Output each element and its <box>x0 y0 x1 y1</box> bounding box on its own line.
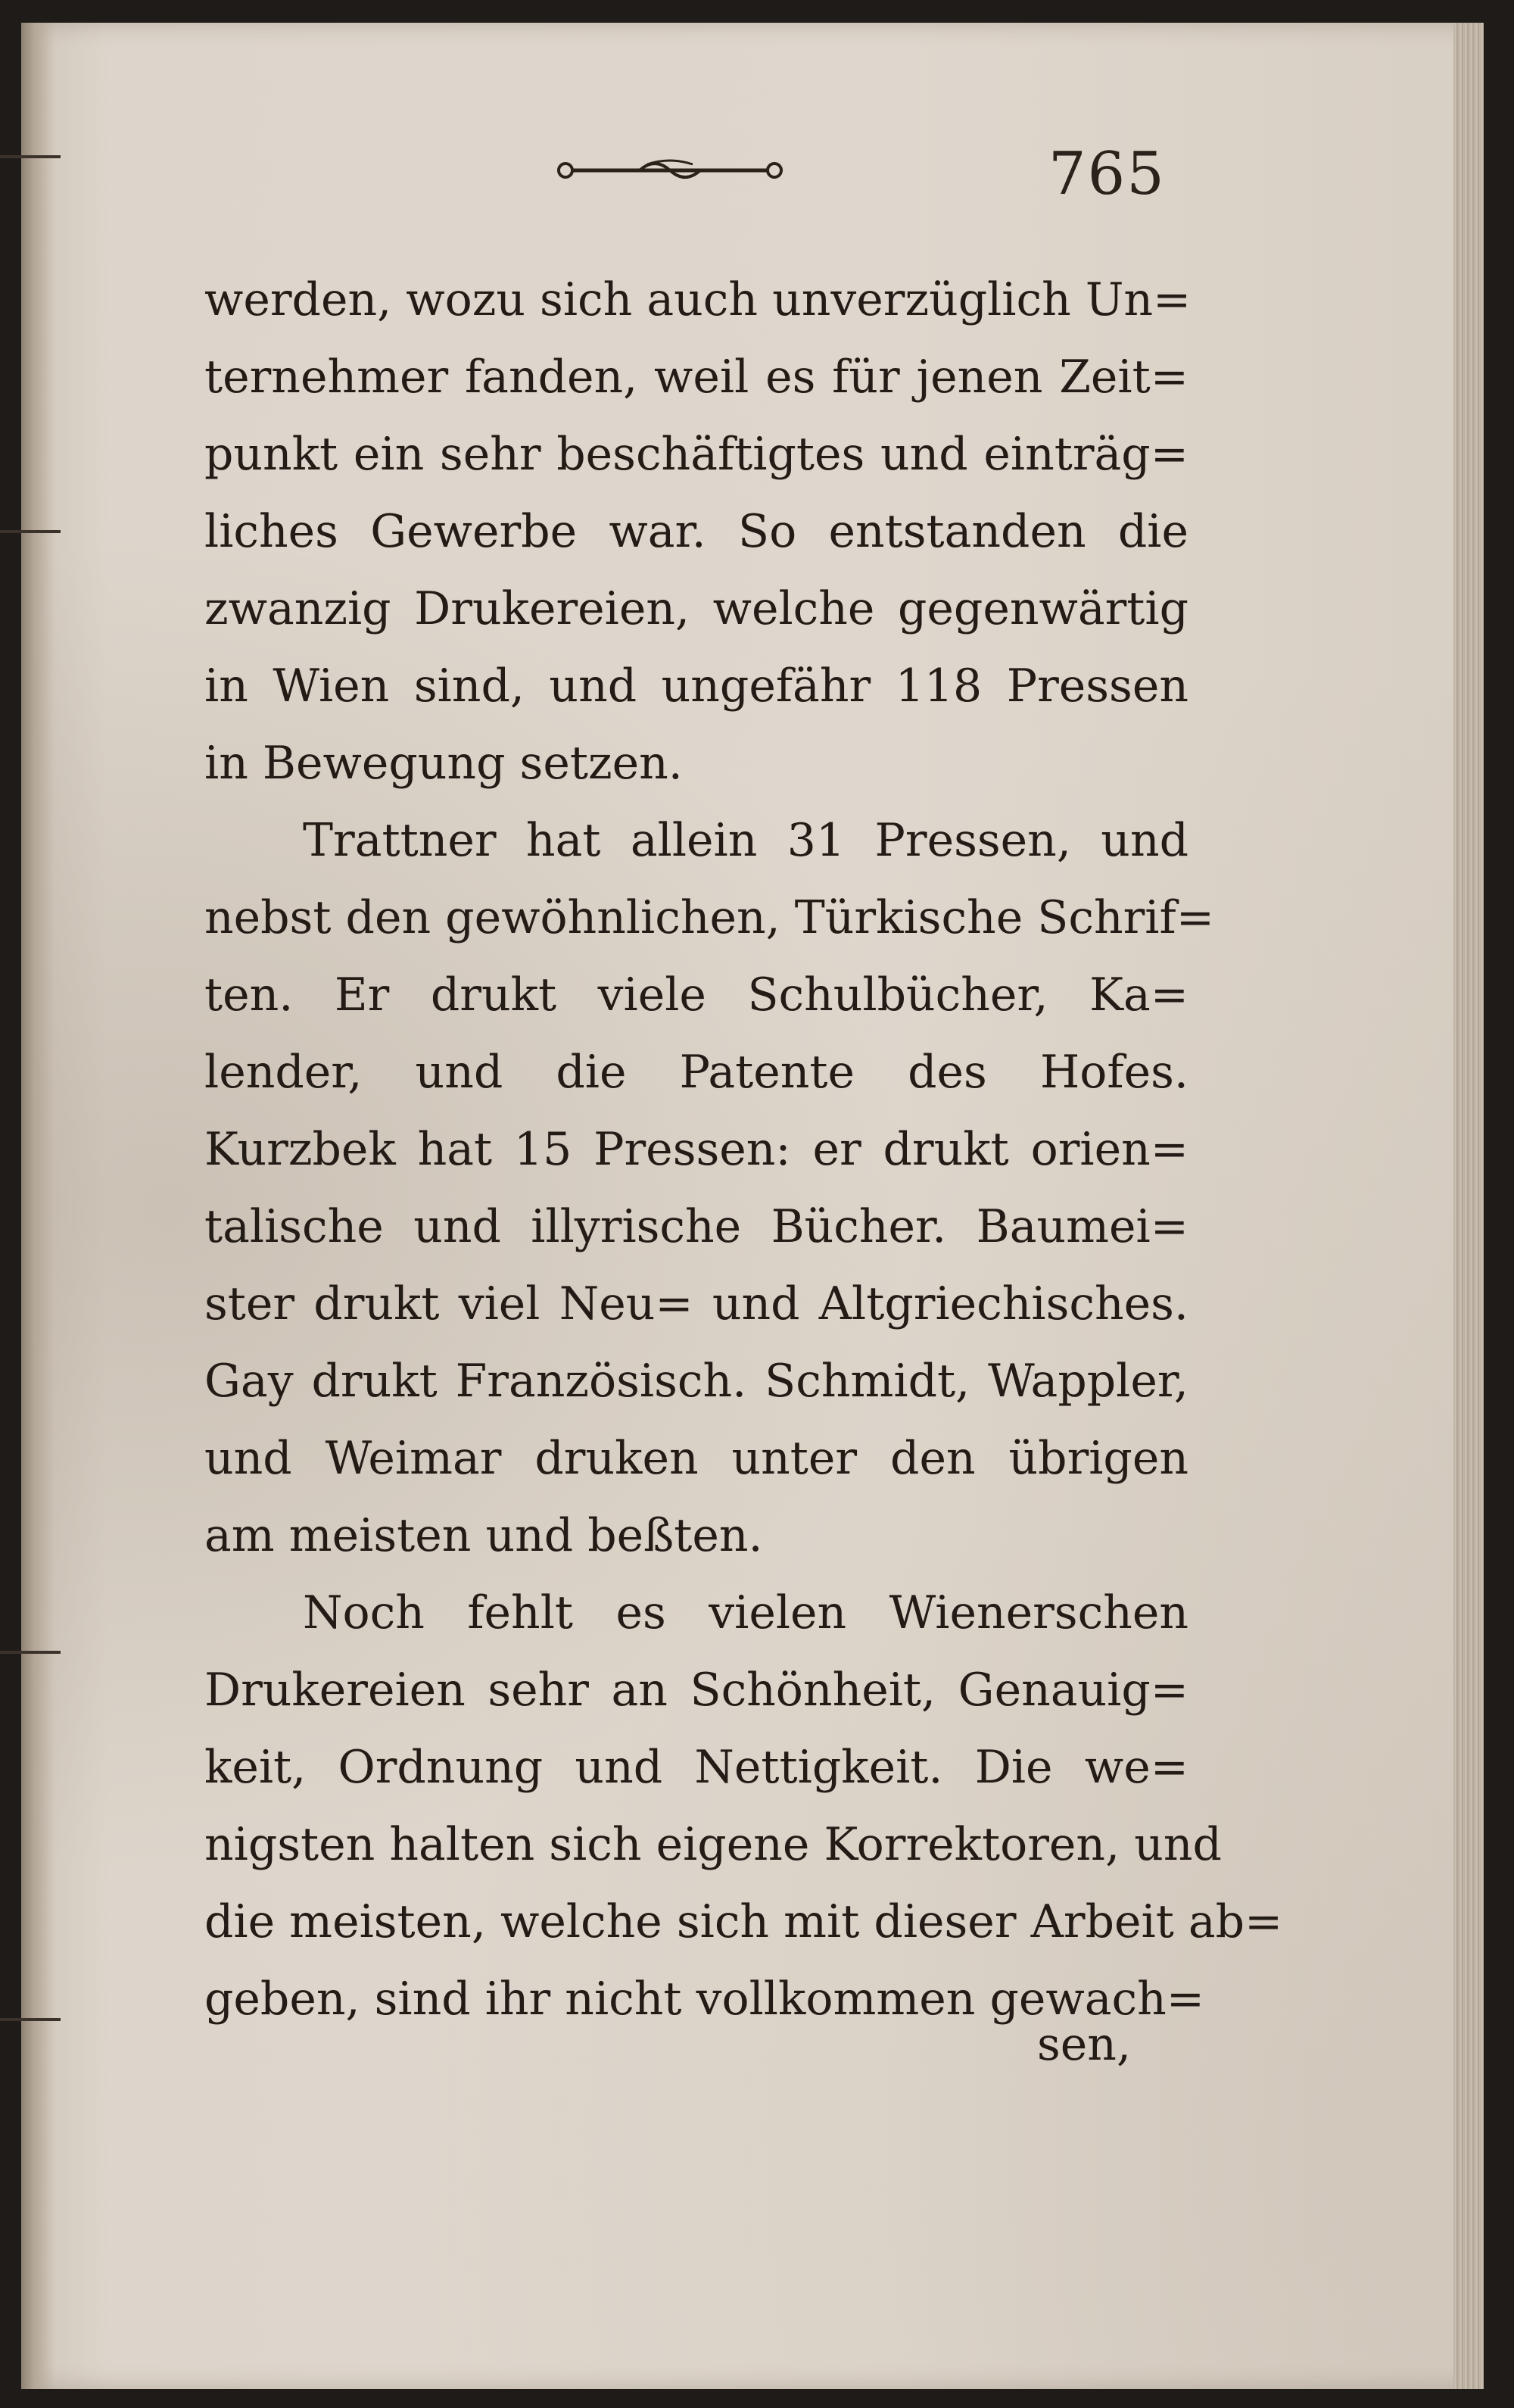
text-line: liches Gewerbe war. So entstanden die <box>204 505 1188 558</box>
text-line: talische und illyrische Bücher. Baumei= <box>204 1200 1188 1253</box>
binding-thread <box>0 530 61 533</box>
page-gutter <box>21 23 55 2389</box>
decorative-rule-ornament-icon <box>556 155 783 186</box>
page-header <box>0 133 1514 208</box>
text-line: punkt ein sehr beschäftigtes und einträg= <box>204 428 1188 481</box>
text-line: die meisten, welche sich mit dieser Arbeit ab= <box>204 1895 1283 1948</box>
binding-thread <box>0 1651 61 1654</box>
text-line: in Wien sind, und ungefähr 118 Pressen <box>204 660 1188 713</box>
text-line: Noch fehlt es vielen Wienerschen <box>303 1586 1188 1639</box>
paragraph <box>204 1574 1283 2038</box>
paragraph <box>204 261 1192 802</box>
text-line: in Bewegung setzen. <box>204 737 683 790</box>
text-line: nebst den gewöhnlichen, Türkische Schrif= <box>204 891 1214 944</box>
text-line: Gay drukt Französisch. Schmidt, Wappler, <box>204 1355 1188 1408</box>
text-line: am meisten und beßten. <box>204 1509 763 1562</box>
text-line: geben, sind ihr nicht vollkommen gewach= <box>204 1973 1205 2026</box>
catchword: sen, <box>1037 2018 1132 2071</box>
text-line: nigsten halten sich eigene Korrektoren, und <box>204 1818 1222 1871</box>
text-line: Kurzbek hat 15 Pressen: er drukt orien= <box>204 1123 1188 1176</box>
text-line: ten. Er drukt viele Schulbücher, Ka= <box>204 969 1188 1022</box>
text-line: ster drukt viel Neu= und Altgriechisches. <box>204 1277 1188 1330</box>
text-line: Drukereien sehr an Schönheit, Genauig= <box>204 1664 1188 1717</box>
page-edge <box>1453 23 1484 2389</box>
binding-thread <box>0 2018 61 2021</box>
text-line: zwanzig Drukereien, welche gegenwärtig <box>204 582 1188 635</box>
text-line: ternehmer fanden, weil es für jenen Zeit= <box>204 351 1188 404</box>
text-line: und Weimar druken unter den übrigen <box>204 1432 1188 1485</box>
paragraph <box>204 802 1214 1574</box>
text-line: werden, wozu sich auch unverzüglich Un= <box>204 273 1192 326</box>
text-line: lender, und die Patente des Hofes. <box>204 1046 1188 1099</box>
body-text <box>204 261 1283 2038</box>
text-line: keit, Ordnung und Nettigkeit. Die we= <box>204 1741 1188 1794</box>
text-line: Trattner hat allein 31 Pressen, und <box>303 814 1188 867</box>
page-number: 765 <box>1048 140 1166 208</box>
